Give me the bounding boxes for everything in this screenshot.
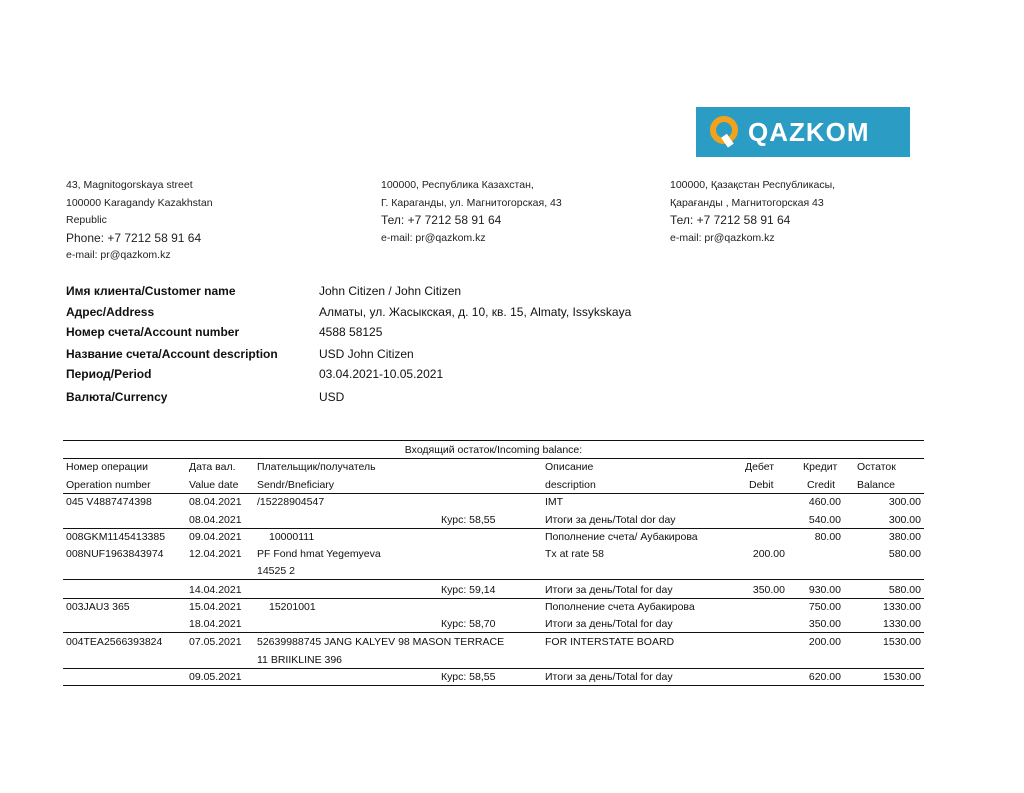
header-date-ru: Дата вал. [189, 461, 236, 473]
address-kz-line1: 100000, Қазақстан Республикасы, [670, 179, 836, 191]
currency-value: USD [319, 390, 345, 404]
row-date: 09.05.2021 [189, 671, 242, 683]
row-desc: Пополнение счета Аубакирова [545, 601, 695, 613]
header-credit-en: Credit [807, 479, 836, 491]
customer-address-value: Алматы, ул. Жасыкская, д. 10, кв. 15, Almaty, Issykskaya [319, 305, 632, 319]
row-desc: Итоги за день/Total for day [545, 584, 673, 596]
address-ru-email: e-mail: pr@qazkom.kz [381, 231, 486, 244]
row-debit: 200.00 [752, 548, 785, 560]
header-desc-en: description [545, 479, 596, 491]
customer-name-value: John Citizen / John Citizen [319, 284, 462, 298]
row-payer: 52639988745 JANG KALYEV 98 MASON TERRACE [257, 636, 505, 648]
address-kz-line2: Қарағанды , Магнитогорская 43 [670, 196, 824, 209]
row-date: 18.04.2021 [189, 618, 242, 630]
row-payer-line2: 14525 2 [257, 565, 295, 577]
row-date: 14.04.2021 [189, 584, 242, 596]
row-debit: 350.00 [752, 584, 785, 596]
address-en-line3: Republic [66, 214, 107, 226]
row-date: 09.04.2021 [189, 531, 242, 543]
row-balance: 1530.00 [883, 671, 921, 683]
header-payer-ru: Плательщик/получатель [257, 461, 376, 473]
account-number-value: 4588 58125 [319, 325, 383, 339]
row-balance: 300.00 [888, 496, 921, 508]
row-desc: Итоги за день/Total for day [545, 671, 673, 683]
account-description-value: USD John Citizen [319, 347, 414, 361]
header-balance-ru: Остаток [857, 461, 896, 473]
header-op-ru: Номер операции [66, 461, 149, 473]
currency-label: Валюта/Currency [66, 390, 168, 404]
customer-name-label: Имя клиента/Customer name [66, 284, 236, 298]
address-en-line2: 100000 Karagandy Kazakhstan [66, 196, 213, 209]
row-desc: Итоги за день/Total dor day [545, 514, 676, 526]
row-balance: 1330.00 [883, 618, 921, 630]
header-desc-ru: Описание [545, 461, 594, 473]
row-balance: 300.00 [888, 514, 921, 526]
account-number-label: Номер счета/Account number [66, 325, 240, 339]
row-rate: Курс: 58,70 [441, 618, 496, 630]
row-payer: /15228904547 [257, 496, 325, 508]
row-date: 15.04.2021 [189, 601, 242, 613]
row-rate: Курс: 58,55 [441, 514, 496, 526]
row-op: 008NUF1963843974 [66, 548, 164, 560]
customer-address-label: Адрес/Address [66, 305, 155, 319]
address-en-phone: Phone: +7 7212 58 91 64 [66, 230, 202, 245]
address-ru-line1: 100000, Республика Казахстан, [381, 179, 534, 191]
header-bottom-rule [63, 493, 924, 494]
header-op-en: Operation number [66, 479, 151, 491]
address-en-email: e-mail: pr@qazkom.kz [66, 249, 171, 261]
row-date: 12.04.2021 [189, 548, 242, 560]
header-debit-ru: Дебет [745, 461, 775, 473]
row-rule [63, 632, 924, 633]
row-desc: Пополнение счета/ Аубакирова [545, 531, 698, 543]
row-payer: 15201001 [269, 601, 316, 613]
row-desc: Tx at rate 58 [545, 548, 604, 560]
row-payer: PF Fond hmat Yegemyeva [257, 548, 381, 560]
header-date-en: Value date [189, 479, 239, 491]
row-date: 08.04.2021 [189, 514, 242, 526]
address-kz-phone: Тел: +7 7212 58 91 64 [670, 213, 791, 227]
row-desc: Итоги за день/Total for day [545, 618, 673, 630]
logo-text: QAZKOM [748, 116, 870, 147]
row-balance: 380.00 [888, 531, 921, 543]
row-date: 07.05.2021 [189, 636, 242, 648]
table-bottom-rule [63, 685, 924, 686]
row-rule [63, 668, 924, 669]
header-credit-ru: Кредит [803, 461, 838, 473]
row-payer: 10000111 [269, 531, 315, 543]
incoming-balance-label: Входящий остаток/Incoming balance: [404, 444, 583, 456]
row-credit: 620.00 [808, 671, 841, 683]
row-credit: 80.00 [814, 531, 841, 543]
row-rule [63, 579, 924, 580]
period-value: 03.04.2021-10.05.2021 [319, 367, 444, 381]
address-en [66, 177, 213, 265]
address-en-line1: 43, Magnitogorskaya street [66, 179, 193, 191]
row-balance: 580.00 [888, 584, 921, 596]
row-credit: 200.00 [808, 636, 841, 648]
address-ru-line2: Г. Караганды, ул. Магнитогорская, 43 [381, 196, 562, 209]
address-kz-email: e-mail: pr@qazkom.kz [670, 231, 775, 244]
q-logo-icon [696, 107, 744, 157]
address-ru [381, 177, 562, 247]
row-op: 004TEA2566393824 [66, 636, 163, 648]
row-op: 008GKM1145413385 [66, 531, 166, 543]
row-rate: Курс: 58,55 [441, 671, 496, 683]
header-payer-en: Sendr/Bneficiary [257, 479, 335, 491]
address-ru-phone: Тел: +7 7212 58 91 64 [381, 213, 502, 227]
address-kz [670, 177, 835, 247]
row-op: 045 V4887474398 [66, 496, 152, 508]
row-desc: IMT [545, 496, 564, 508]
header-balance-en: Balance [857, 479, 895, 491]
row-rate: Курс: 59,14 [441, 584, 496, 596]
row-rule [63, 528, 924, 529]
row-balance: 580.00 [888, 548, 921, 560]
row-payer-line2: 11 BRIIKLINE 396 [257, 654, 343, 666]
row-op: 003JAU3 365 [66, 601, 130, 613]
table-header-rule [63, 458, 924, 459]
qazkom-logo [696, 107, 910, 157]
row-credit: 540.00 [808, 514, 841, 526]
period-label: Период/Period [66, 367, 152, 381]
row-credit: 930.00 [808, 584, 841, 596]
row-balance: 1330.00 [883, 601, 921, 613]
row-credit: 350.00 [808, 618, 841, 630]
account-description-label: Название счета/Account description [66, 347, 278, 361]
row-balance: 1530.00 [883, 636, 921, 648]
row-credit: 460.00 [808, 496, 841, 508]
row-desc: FOR INTERSTATE BOARD [545, 636, 675, 648]
row-credit: 750.00 [808, 601, 841, 613]
row-rule [63, 598, 924, 599]
row-date: 08.04.2021 [189, 496, 242, 508]
table-top-rule [63, 440, 924, 441]
header-debit-en: Debit [749, 479, 774, 491]
